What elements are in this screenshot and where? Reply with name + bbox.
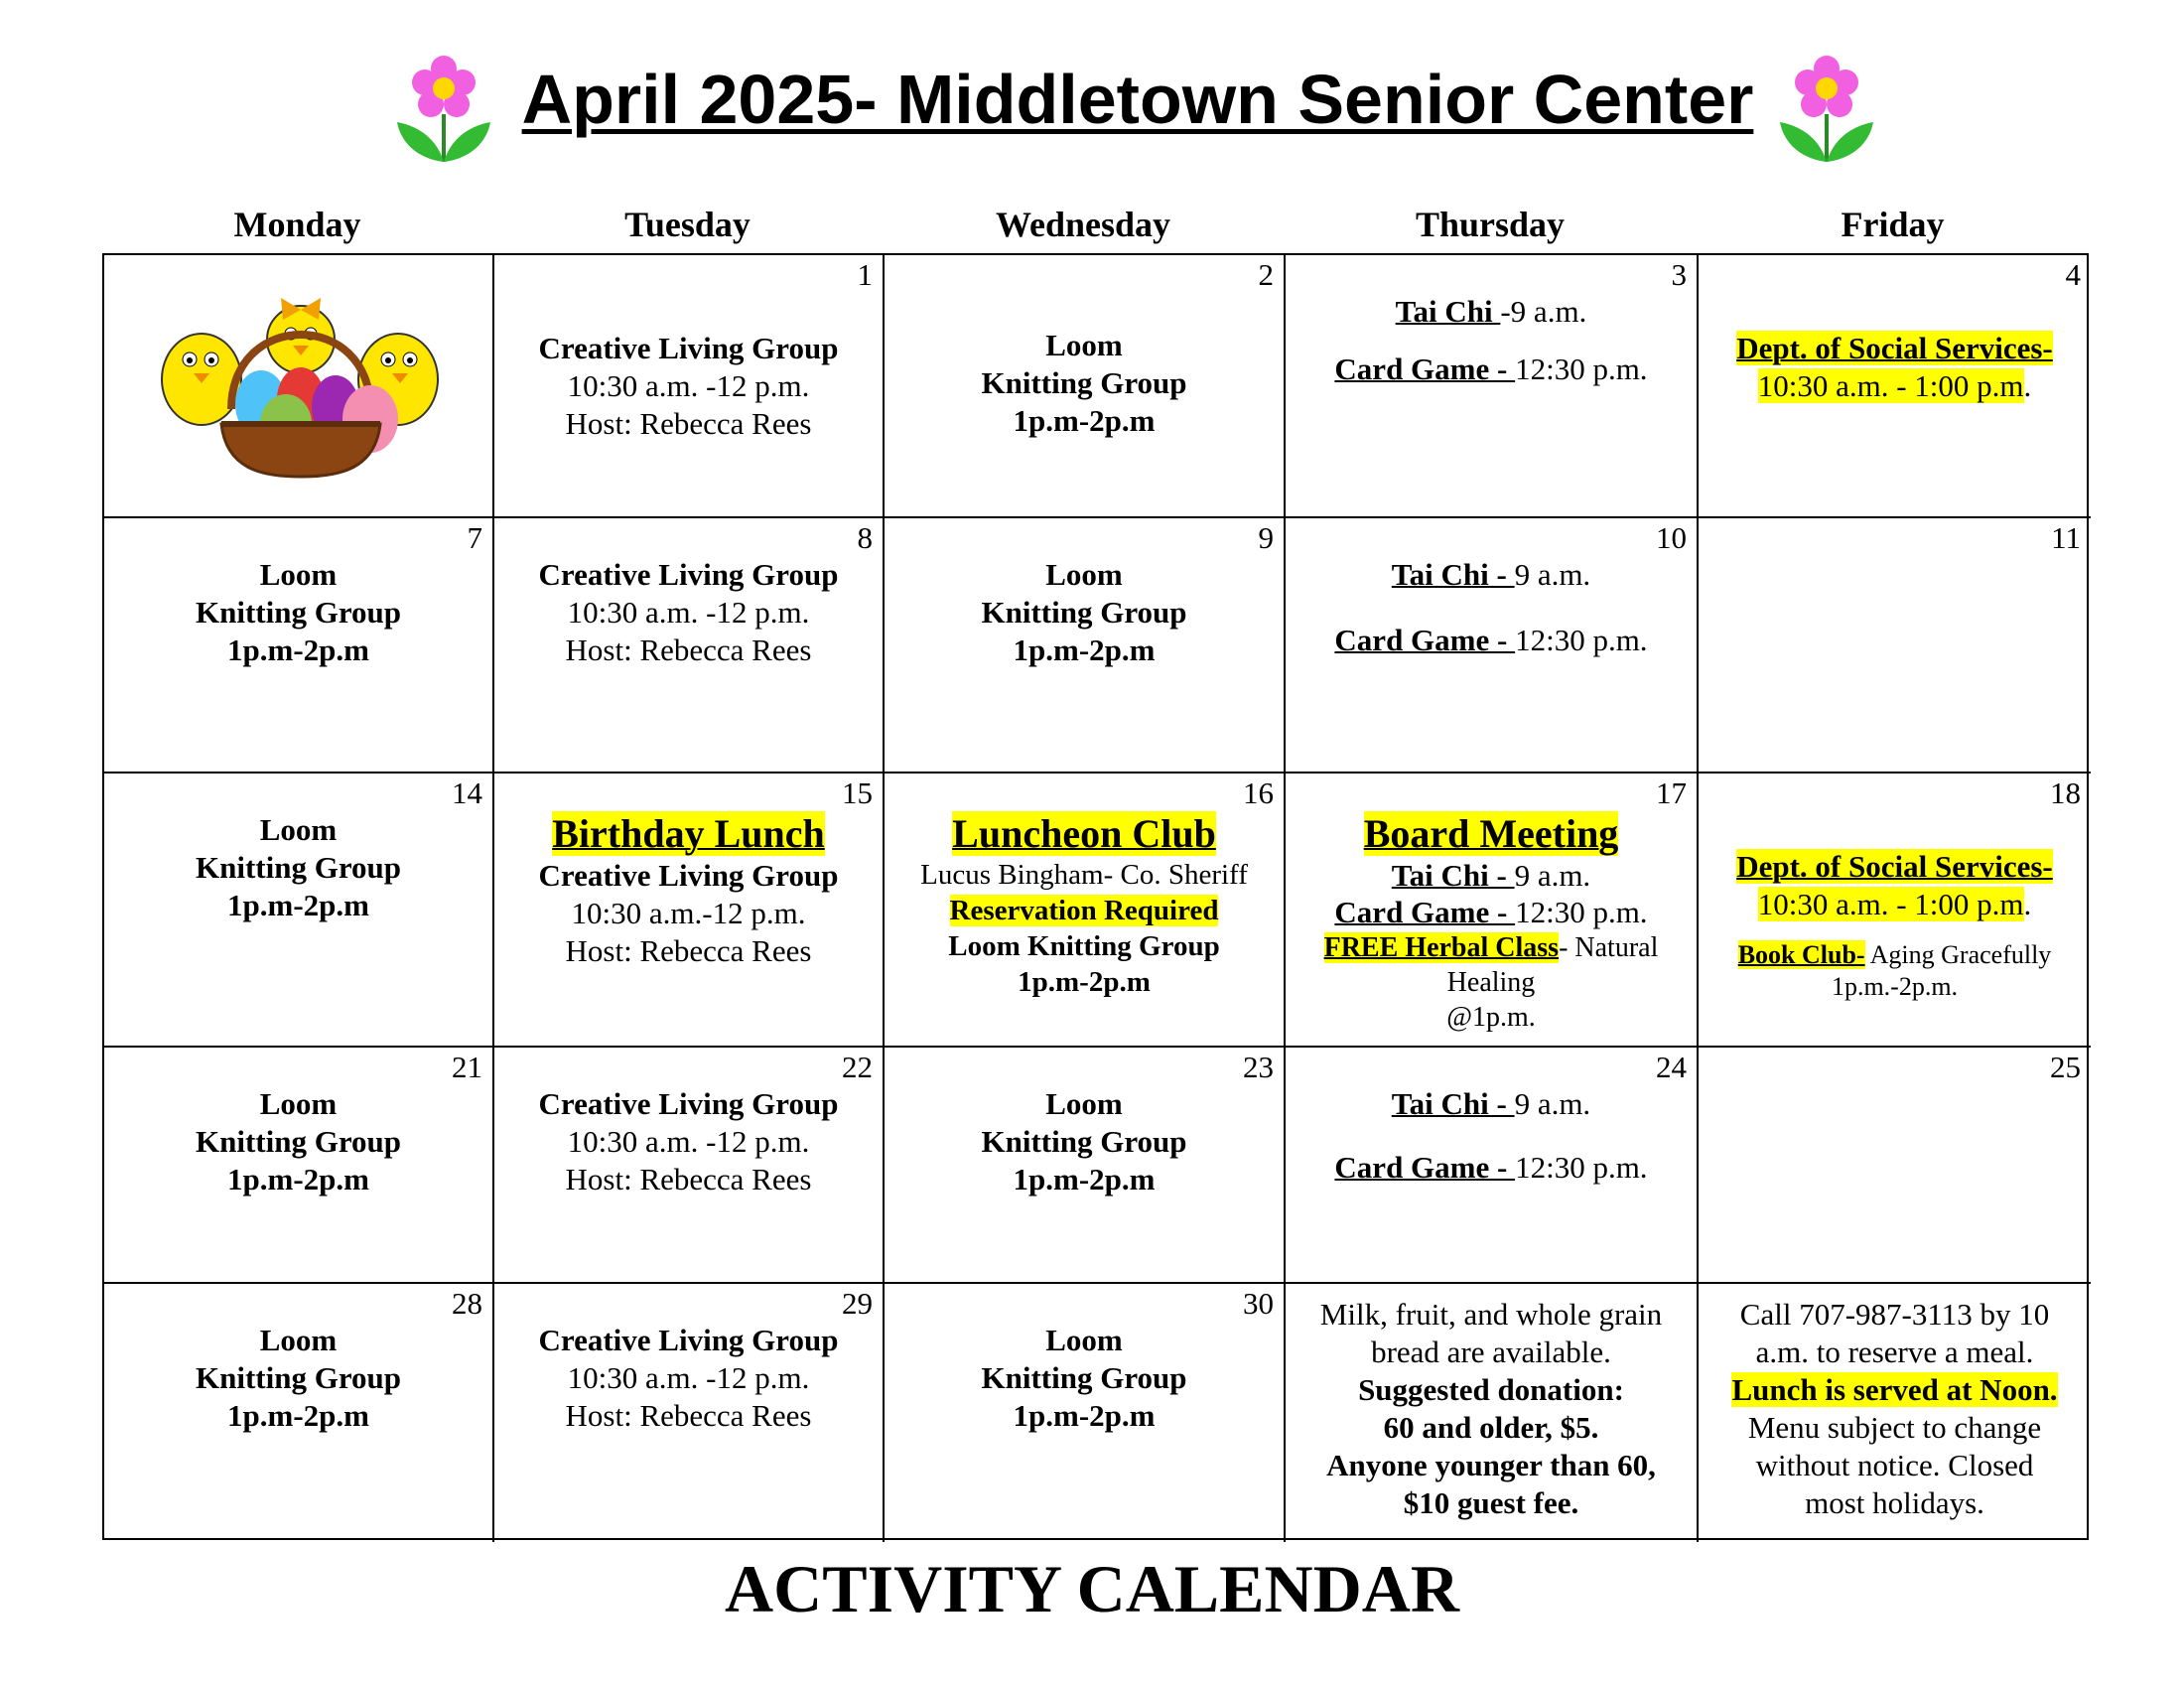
event-line: 1p.m-2p.m	[227, 1162, 369, 1196]
event-line: Knitting Group	[981, 595, 1187, 630]
event-label: Tai Chi -	[1391, 1086, 1515, 1121]
event-label: Tai Chi -	[1391, 858, 1515, 893]
calendar-cell	[494, 518, 885, 774]
calendar-cell-empty	[104, 255, 494, 518]
event-label: Card Game -	[1334, 352, 1516, 386]
day-header-friday: Friday	[1841, 205, 1945, 244]
reservation-note: Reservation Required	[949, 895, 1219, 926]
event-time: 12:30 p.m.	[1515, 895, 1648, 929]
event-line: 1p.m-2p.m	[227, 633, 369, 667]
event-time: 10:30 a.m. -12 p.m.	[567, 368, 810, 403]
event-line: Loom	[259, 1086, 338, 1121]
calendar-cell	[885, 255, 1286, 518]
event-label: Tai Chi	[1395, 294, 1501, 329]
event-line: Knitting Group	[195, 1124, 401, 1159]
event-line: Loom	[259, 1323, 338, 1357]
event-time: 9 a.m.	[1514, 1086, 1591, 1121]
event-time: 1p.m.-2p.m.	[1831, 972, 1959, 1001]
event-text: - Natural	[1559, 932, 1659, 963]
day-number: 2	[1258, 257, 1274, 292]
info-line: Suggested donation:	[1358, 1372, 1624, 1407]
event-text: Aging Gracefully	[1864, 940, 2052, 969]
event-line: Knitting Group	[981, 365, 1187, 400]
calendar-cell	[1699, 774, 2091, 1048]
event-host: Host: Rebecca Rees	[565, 1398, 812, 1433]
event-time: -9 a.m.	[1500, 294, 1587, 329]
event-line: 1p.m-2p.m	[1013, 403, 1156, 438]
event-line: 1p.m-2p.m	[1013, 633, 1156, 667]
calendar-cell	[494, 255, 885, 518]
info-line: 60 and older, $5.	[1383, 1410, 1599, 1445]
calendar-grid	[102, 253, 2089, 1540]
day-header-thursday: Thursday	[1415, 205, 1566, 244]
day-number: 9	[1258, 520, 1274, 555]
day-number: 29	[842, 1286, 873, 1321]
special-event-title: Birthday Lunch	[552, 811, 825, 856]
event-label: Book Club-	[1737, 940, 1865, 969]
day-header-tuesday: Tuesday	[624, 205, 751, 244]
calendar-cell	[885, 1048, 1286, 1284]
special-event-title: Board Meeting	[1363, 811, 1619, 856]
event-line: Knitting Group	[981, 1124, 1187, 1159]
day-header-wednesday: Wednesday	[995, 205, 1171, 244]
event-time: 12:30 p.m.	[1515, 352, 1648, 386]
event-line: Loom	[1045, 328, 1123, 362]
event-line: Loom	[1045, 1086, 1123, 1121]
calendar-cell	[104, 1284, 494, 1542]
day-number: 10	[1656, 520, 1687, 555]
info-line: bread are available.	[1371, 1335, 1611, 1369]
calendar-cell	[494, 774, 885, 1048]
info-line: a.m. to reserve a meal.	[1755, 1335, 2034, 1369]
calendar-cell	[885, 1284, 1286, 1542]
event-line: Knitting Group	[195, 1360, 401, 1395]
event-line: Loom Knitting Group	[948, 930, 1220, 962]
calendar-cell-meal-info	[1286, 1284, 1699, 1542]
event-host: Host: Rebecca Rees	[565, 406, 812, 441]
event-time: 9 a.m.	[1514, 858, 1591, 893]
event-host: Host: Rebecca Rees	[565, 933, 812, 968]
calendar-cell	[1699, 1048, 2091, 1284]
day-number: 30	[1243, 1286, 1274, 1321]
flower-icon	[1772, 55, 1881, 174]
event-time: 10:30 a.m. -12 p.m.	[567, 595, 810, 630]
calendar-cell	[104, 774, 494, 1048]
calendar-cell	[494, 1048, 885, 1284]
event-line: Loom	[259, 812, 338, 847]
info-line: Milk, fruit, and whole grain	[1319, 1297, 1663, 1332]
event-label: Dept. of Social Services-	[1736, 849, 2053, 884]
day-number: 22	[842, 1050, 873, 1084]
event-host: Host: Rebecca Rees	[565, 633, 812, 667]
calendar-cell	[1699, 518, 2091, 774]
event-line: 1p.m-2p.m	[1018, 966, 1151, 998]
event-title: Creative Living Group	[538, 557, 839, 592]
calendar-cell	[494, 1284, 885, 1542]
event-time: 10:30 a.m. -12 p.m.	[567, 1360, 810, 1395]
event-line: 1p.m-2p.m	[1013, 1162, 1156, 1196]
event-title: Creative Living Group	[538, 1086, 839, 1121]
calendar-cell	[1286, 255, 1699, 518]
event-time: 12:30 p.m.	[1515, 623, 1648, 657]
info-line: Call 707-987-3113 by 10	[1739, 1297, 2050, 1332]
event-time: 9 a.m.	[1514, 557, 1591, 592]
special-event-title: Luncheon Club	[952, 811, 1216, 856]
day-number: 25	[2050, 1050, 2081, 1084]
event-label: Card Game -	[1334, 895, 1516, 929]
event-title: Creative Living Group	[538, 331, 839, 365]
calendar-cell	[1286, 518, 1699, 774]
event-time: @1p.m.	[1446, 1002, 1536, 1033]
calendar-cell	[1286, 774, 1699, 1048]
day-number: 23	[1243, 1050, 1274, 1084]
event-line: Loom	[1045, 1323, 1123, 1357]
day-number: 24	[1656, 1050, 1687, 1084]
info-line: Menu subject to change	[1747, 1410, 2042, 1445]
event-host: Host: Rebecca Rees	[565, 1162, 812, 1196]
event-time: 10:30 a.m. - 1:00 p.m	[1757, 887, 2024, 921]
calendar-cell	[1699, 255, 2091, 518]
punctuation: .	[2023, 887, 2032, 921]
day-header-monday: Monday	[233, 205, 361, 244]
day-number: 16	[1243, 775, 1274, 810]
info-line: Lunch is served at Noon.	[1731, 1372, 2058, 1407]
event-line: 1p.m-2p.m	[227, 1398, 369, 1433]
event-line: Knitting Group	[195, 850, 401, 885]
event-label: Tai Chi -	[1391, 557, 1515, 592]
event-time: 10:30 a.m. -12 p.m.	[567, 1124, 810, 1159]
event-line: 1p.m-2p.m	[227, 888, 369, 922]
day-number: 28	[452, 1286, 482, 1321]
day-number: 17	[1656, 775, 1687, 810]
info-line: without notice. Closed	[1755, 1448, 2034, 1482]
day-number: 7	[467, 520, 482, 555]
event-line: Loom	[1045, 557, 1123, 592]
event-title: Creative Living Group	[538, 1323, 839, 1357]
day-number: 1	[857, 257, 873, 292]
easter-basket-icon	[152, 290, 450, 479]
event-line: 1p.m-2p.m	[1013, 1398, 1156, 1433]
footer-title: ACTIVITY CALENDAR	[725, 1551, 1459, 1626]
event-label: Dept. of Social Services-	[1736, 331, 2053, 365]
flower-icon	[389, 55, 498, 174]
event-label: Card Game -	[1334, 623, 1516, 657]
info-line: $10 guest fee.	[1403, 1485, 1579, 1520]
calendar-cell	[1286, 1048, 1699, 1284]
day-number: 4	[2065, 257, 2081, 292]
event-time: 10:30 a.m. - 1:00 p.m	[1757, 368, 2024, 403]
event-text: Healing	[1446, 967, 1536, 998]
event-line: Knitting Group	[981, 1360, 1187, 1395]
calendar-cell	[104, 518, 494, 774]
calendar-cell	[885, 774, 1286, 1048]
day-number: 18	[2050, 775, 2081, 810]
day-number: 8	[857, 520, 873, 555]
event-guest: Lucus Bingham- Co. Sheriff	[920, 859, 1248, 891]
event-label: Card Game -	[1334, 1150, 1516, 1185]
day-number: 11	[2051, 520, 2081, 555]
event-line: Knitting Group	[195, 595, 401, 630]
day-number: 3	[1671, 257, 1687, 292]
event-label: FREE Herbal Class	[1323, 932, 1560, 963]
calendar-cell-meal-info	[1699, 1284, 2091, 1542]
page-title: April 2025- Middletown Senior Center	[521, 61, 1754, 138]
punctuation: .	[2023, 368, 2032, 403]
event-line: Loom	[259, 557, 338, 592]
day-number: 21	[452, 1050, 482, 1084]
event-time: 10:30 a.m.-12 p.m.	[571, 896, 806, 930]
event-title: Creative Living Group	[538, 858, 839, 893]
day-number: 15	[842, 775, 873, 810]
calendar-cell	[104, 1048, 494, 1284]
info-line: Anyone younger than 60,	[1326, 1448, 1656, 1482]
day-number: 14	[452, 775, 482, 810]
calendar-cell	[885, 518, 1286, 774]
event-time: 12:30 p.m.	[1515, 1150, 1648, 1185]
day-headers	[102, 197, 2089, 252]
info-line: most holidays.	[1805, 1485, 1984, 1520]
